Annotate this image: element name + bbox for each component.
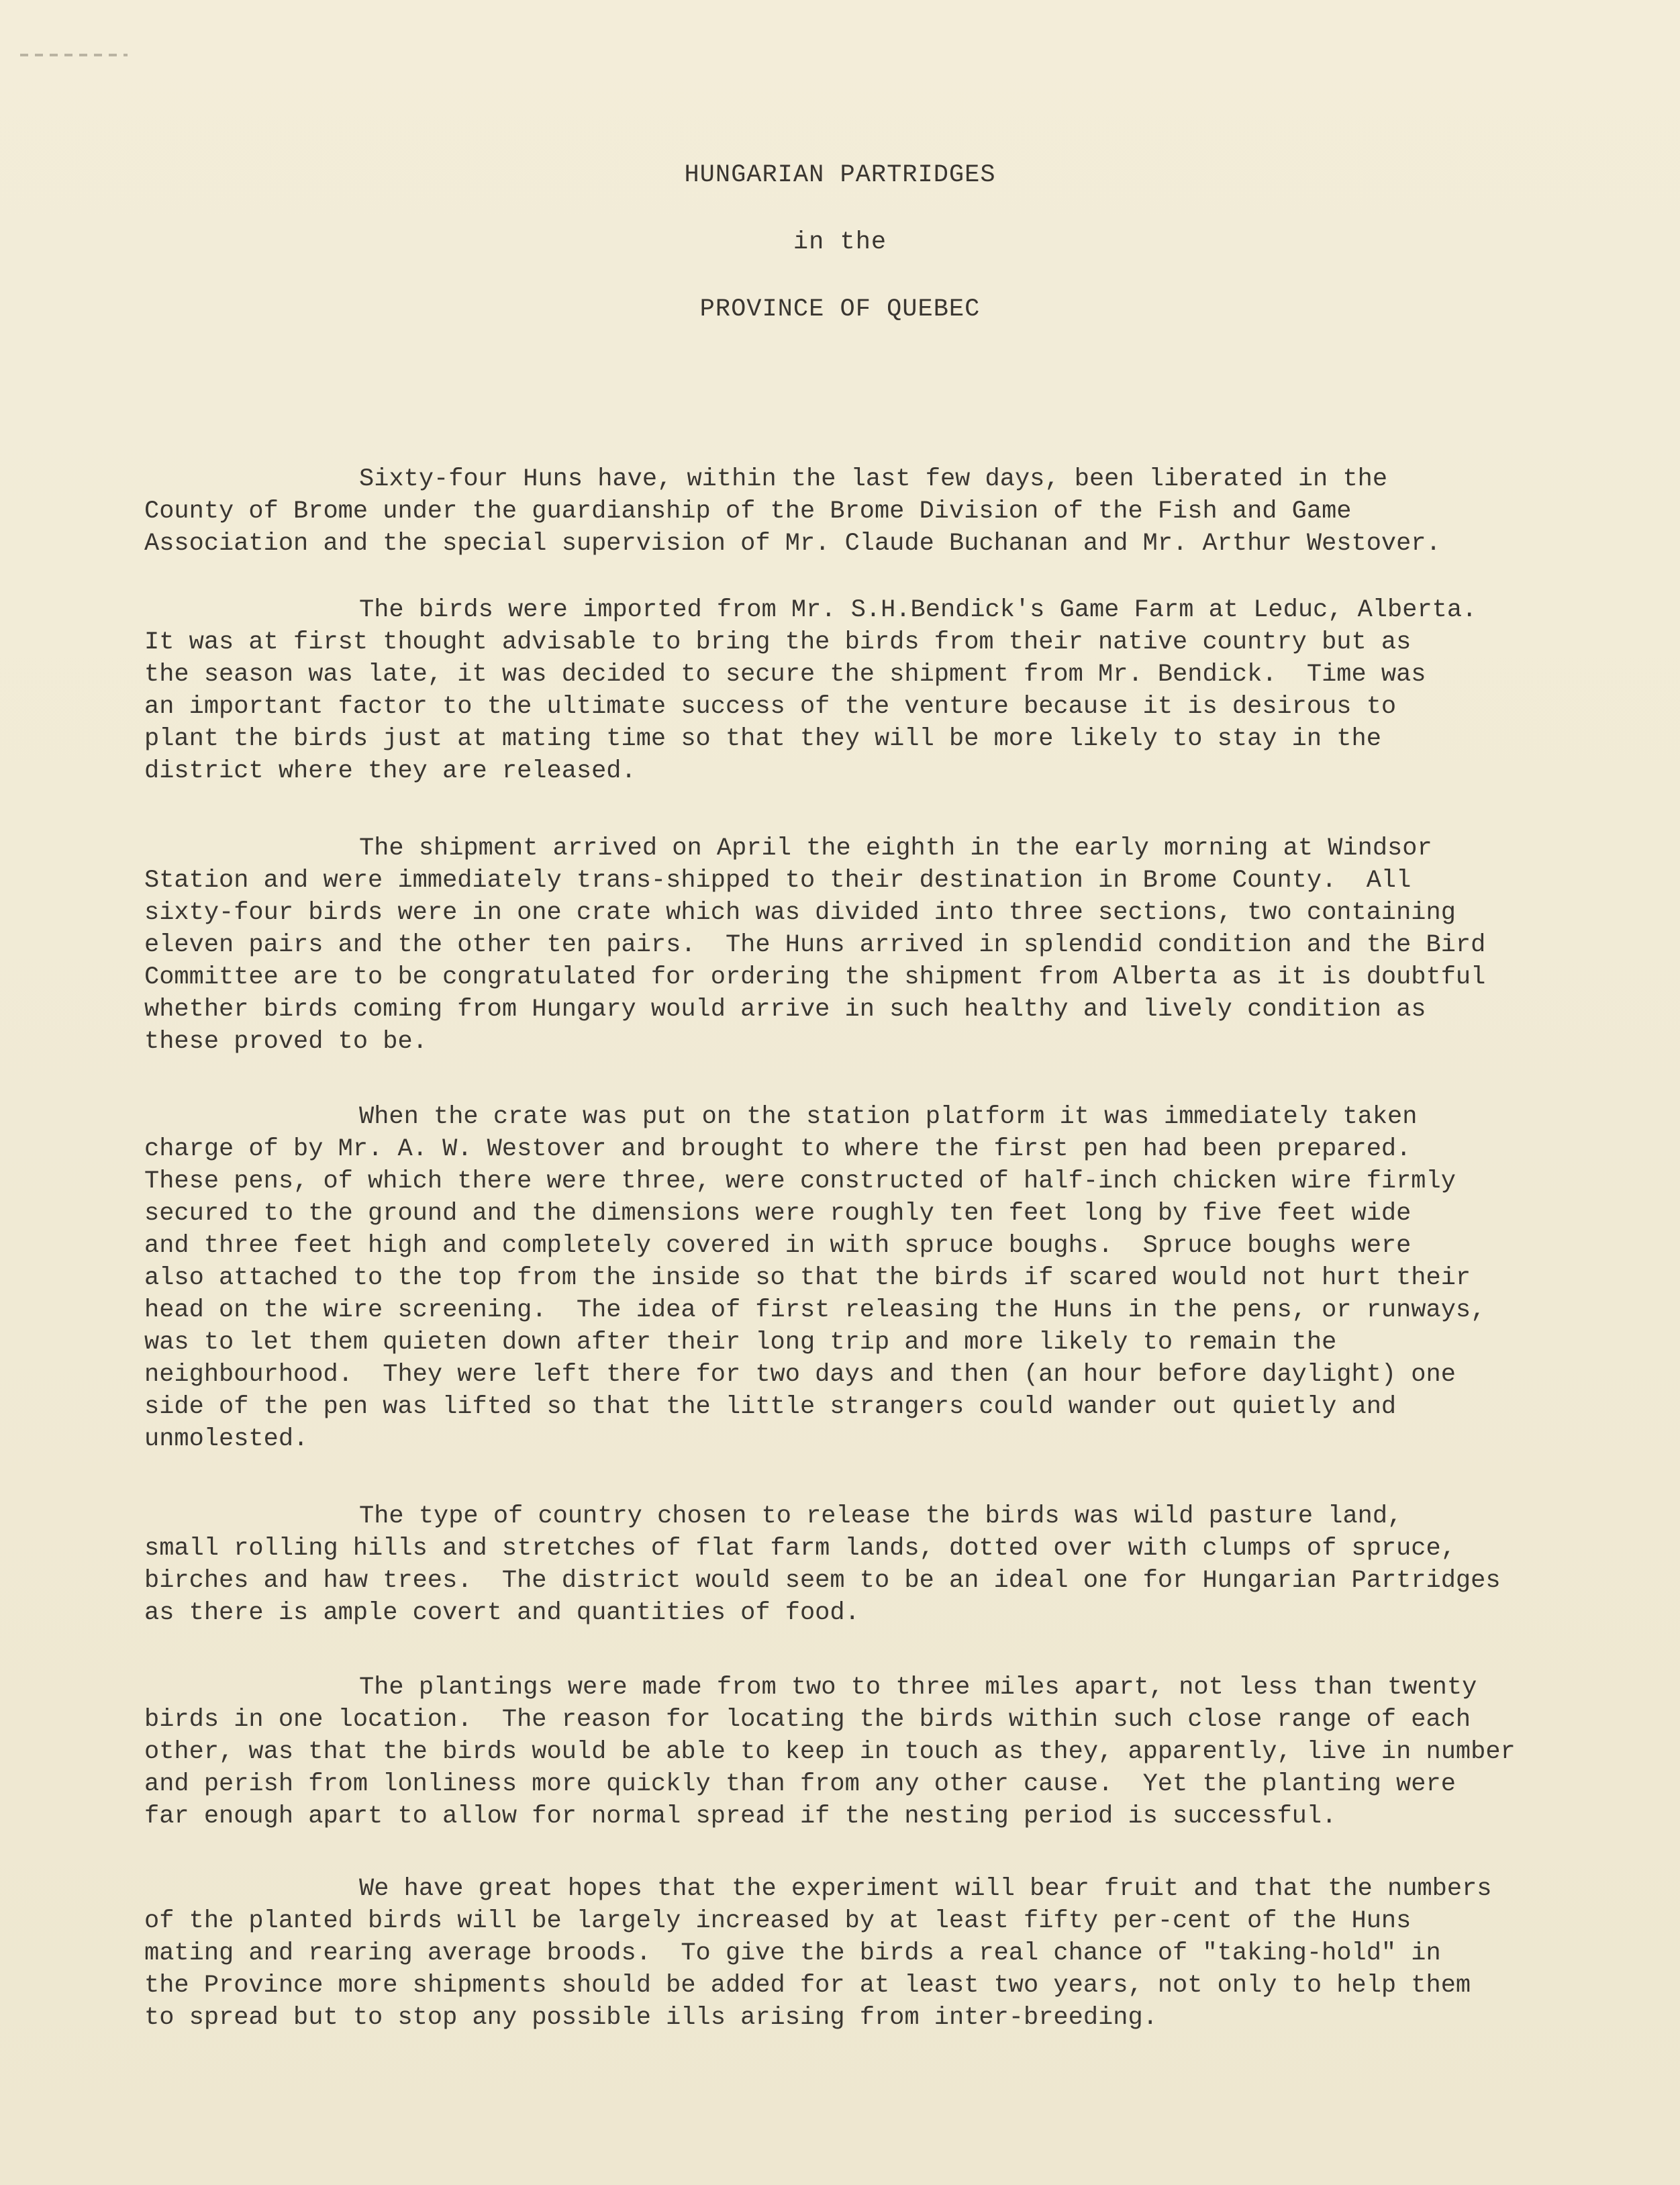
paragraph-4 [144, 1101, 1661, 1455]
paragraph-1 [144, 463, 1661, 560]
paragraph-line: far enough apart to allow for normal spread if the nesting period is successful. [144, 1802, 1337, 1831]
paragraph-line: Committee are to be congratulated for ordering the shipment from Alberta as it is doubtful [144, 963, 1486, 991]
paragraph-line: Association and the special supervision of Mr. Claude Buchanan and Mr. Arthur Westover. [144, 530, 1441, 558]
paragraph-6 [144, 1671, 1661, 1833]
paragraph-3 [144, 832, 1661, 1058]
paragraph-line: district where they are released. [144, 757, 636, 785]
paragraph-line: It was at first thought advisable to bring the birds from their native country but as [144, 628, 1412, 657]
paragraph-line: side of the pen was lifted so that the little strangers could wander out quietly and [144, 1393, 1397, 1421]
paragraph-line: the Province more shipments should be added for at least two years, not only to help them [144, 1972, 1471, 2000]
paragraph-line: whether birds coming from Hungary would arrive in such healthy and lively condition as [144, 996, 1426, 1024]
title-line-1: HUNGARIAN PARTRIDGES [684, 161, 996, 189]
paragraph-line: and three feet high and completely covered in with spruce boughs. Spruce boughs were [144, 1232, 1412, 1260]
paragraph-line: also attached to the top from the inside so that the birds if scared would not hurt their [144, 1264, 1471, 1292]
paragraph-line: County of Brome under the guardianship of the Brome Division of the Fish and Game [144, 497, 1352, 526]
paragraph-line: The birds were imported from Mr. S.H.Bendick's Game Farm at Leduc, Alberta. [359, 596, 1477, 624]
paragraph-line: mating and rearing average broods. To give the birds a real chance of "taking-hold" in [144, 1939, 1441, 1968]
paragraph-line: of the planted birds will be largely increased by at least fifty per-cent of the Huns [144, 1907, 1412, 1935]
paragraph-7 [144, 1873, 1661, 2034]
paragraph-line: the season was late, it was decided to secure the shipment from Mr. Bendick. Time was [144, 661, 1426, 689]
paragraph-line: These pens, of which there were three, were constructed of half-inch chicken wire firmly [144, 1167, 1456, 1196]
paragraph-line: birches and haw trees. The district would seem to be an ideal one for Hungarian Partridges [144, 1567, 1501, 1595]
paragraph-line: these proved to be. [144, 1028, 428, 1056]
paragraph-line: eleven pairs and the other ten pairs. The Huns arrived in splendid condition and the Bird [144, 931, 1486, 959]
paragraph-line: was to let them quieten down after their long trip and more likely to remain the [144, 1328, 1337, 1357]
paragraph-line: an important factor to the ultimate success of the venture because it is desirous to [144, 693, 1397, 721]
title-line-2: in the [793, 228, 887, 256]
paragraph-line: neighbourhood. They were left there for two days and then (an hour before daylight) one [144, 1361, 1456, 1389]
pencil-mark [20, 54, 128, 56]
paragraph-line: The shipment arrived on April the eighth in the early morning at Windsor [359, 834, 1432, 863]
paragraph-line: and perish from lonliness more quickly than from any other cause. Yet the planting were [144, 1770, 1456, 1798]
paragraph-line: small rolling hills and stretches of flat farm lands, dotted over with clumps of spruce, [144, 1535, 1456, 1563]
paragraph-line: head on the wire screening. The idea of first releasing the Huns in the pens, or runways, [144, 1296, 1486, 1324]
paragraph-line: We have great hopes that the experiment will bear fruit and that the numbers [359, 1875, 1492, 1903]
paragraph-line: sixty-four birds were in one crate which was divided into three sections, two containing [144, 899, 1456, 927]
paragraph-line: plant the birds just at mating time so that they will be more likely to stay in the [144, 725, 1381, 753]
title-line-3: PROVINCE OF QUEBEC [699, 295, 981, 324]
paragraph-line: Sixty-four Huns have, within the last few days, been liberated in the [359, 465, 1388, 493]
paragraph-line: The type of country chosen to release the birds was wild pasture land, [359, 1502, 1403, 1531]
paragraph-line: to spread but to stop any possible ills arising from inter-breeding. [144, 2004, 1158, 2032]
paragraph-line: birds in one location. The reason for locating the birds within such close range of each [144, 1706, 1471, 1734]
paragraph-line: secured to the ground and the dimensions were roughly ten feet long by five feet wide [144, 1200, 1412, 1228]
paragraph-line: other, was that the birds would be able to keep in touch as they, apparently, live in number [144, 1738, 1516, 1766]
paragraph-line: Station and were immediately trans-shipped to their destination in Brome County. All [144, 867, 1412, 895]
paragraph-2 [144, 594, 1661, 787]
paragraph-5 [144, 1500, 1661, 1629]
paragraph-line: The plantings were made from two to three miles apart, not less than twenty [359, 1673, 1477, 1702]
paragraph-line: unmolested. [144, 1425, 309, 1453]
paragraph-line: When the crate was put on the station platform it was immediately taken [359, 1103, 1418, 1131]
paragraph-line: charge of by Mr. A. W. Westover and brought to where the first pen had been prepared. [144, 1135, 1412, 1163]
paragraph-line: as there is ample covert and quantities of food. [144, 1599, 860, 1627]
